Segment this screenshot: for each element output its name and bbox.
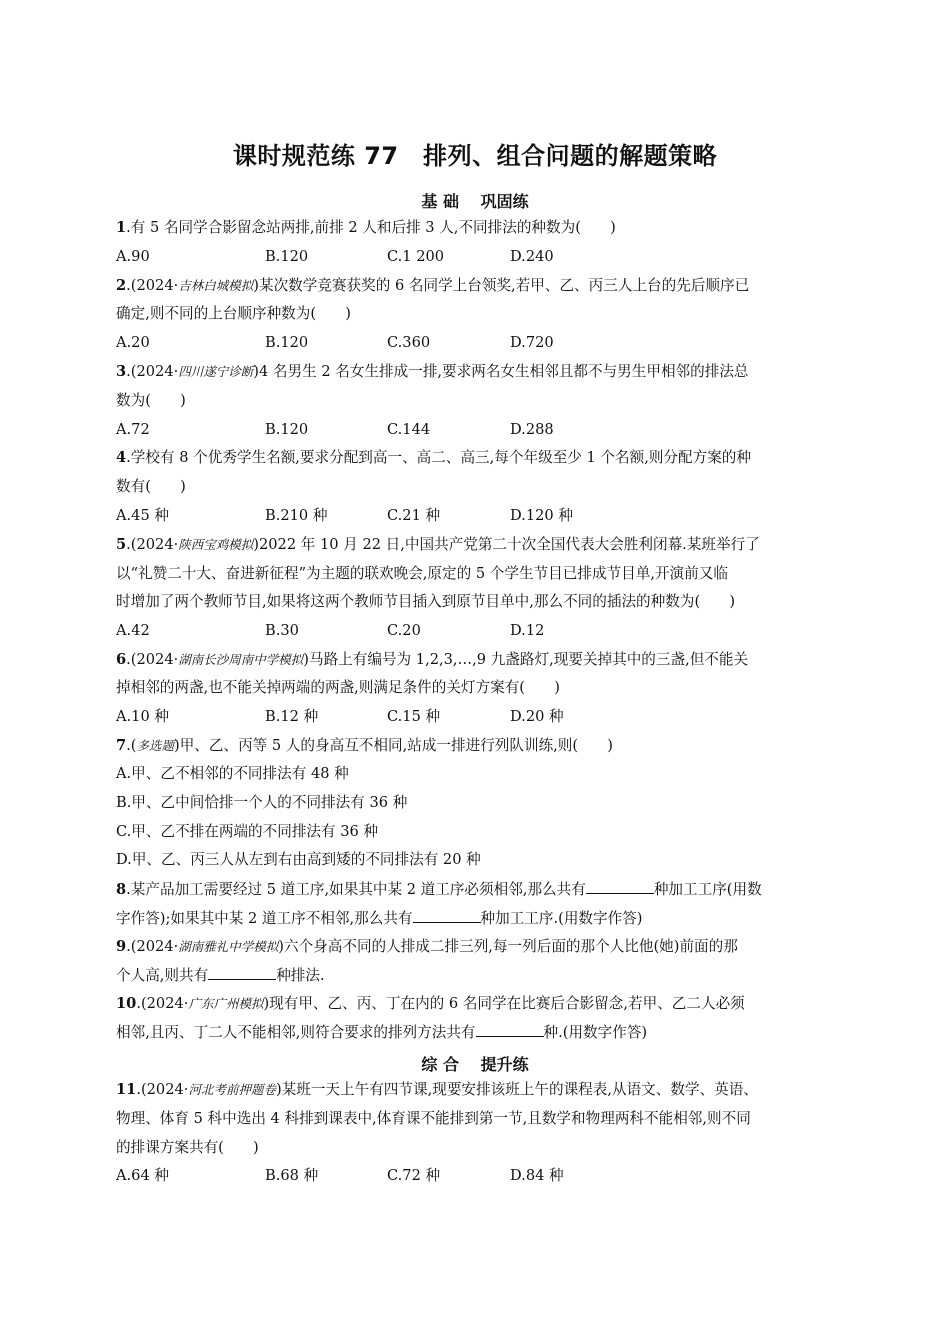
option-b: B.210 种 — [265, 507, 328, 524]
question-text-line: 的排课方案共有( ) — [116, 1139, 259, 1156]
option-c: C.21 种 — [387, 507, 441, 524]
question-9 — [116, 937, 738, 957]
option-d: D.720 — [510, 334, 554, 351]
section-heading-basic: 基 础 巩固练 — [421, 192, 529, 211]
question-number: 4 — [116, 449, 127, 466]
question-text-line: 以“礼赞二十大、奋进新征程”为主题的联欢晚会,原定的 5 个学生节目已排成节目单,开演前又临 — [116, 565, 728, 582]
option-c: C.15 种 — [387, 708, 441, 725]
section-heading-advanced: 综 合 提升练 — [421, 1055, 529, 1074]
question-source: 湖南雅礼中学模拟 — [178, 939, 279, 954]
question-4 — [116, 448, 751, 468]
answer-blank[interactable] — [586, 879, 654, 894]
question-11 — [116, 1080, 758, 1100]
option-c: C.20 — [387, 622, 421, 639]
question-prefix: .(2024· — [136, 1081, 189, 1098]
question-text: )某次数学竞赛获奖的 6 名同学上台领奖,若甲、乙、丙三人上台的先后顺序已 — [253, 277, 750, 294]
question-8 — [116, 879, 762, 900]
option-b: B.甲、乙中间恰排一个人的不同排法有 36 种 — [116, 794, 408, 811]
option-a: A.45 种 — [116, 507, 169, 524]
option-b: B.30 — [265, 622, 299, 639]
question-source: 吉林白城模拟 — [178, 278, 254, 293]
question-text: 种加工工序(用数 — [653, 881, 762, 898]
question-number: 11 — [116, 1081, 137, 1098]
answer-blank[interactable] — [413, 908, 481, 923]
option-c: C.144 — [387, 421, 431, 438]
question-prefix: .(2024· — [136, 995, 189, 1012]
question-text: 相邻,且丙、丁二人不能相邻,则符合要求的排列方法共有 — [116, 1024, 476, 1041]
page-title: 课时规范练 77 排列、组合问题的解题策略 — [232, 142, 718, 170]
question-text-line: 物理、体育 5 科中选出 4 科排到课表中,体育课不能排到第一节,且数学和物理两科不能相邻,则不同 — [116, 1110, 751, 1127]
question-prefix: .(2024· — [126, 938, 179, 955]
question-number: 9 — [116, 938, 127, 955]
option-b: B.120 — [265, 421, 309, 438]
question-source: 广东广州模拟 — [188, 996, 264, 1011]
question-text: )2022 年 10 月 22 日,中国共产党第二十次全国代表大会胜利闭幕.某班举行了 — [253, 536, 760, 553]
option-d: D.240 — [510, 248, 554, 265]
option-a: A.20 — [116, 334, 150, 351]
question-source: 湖南长沙周南中学模拟 — [178, 652, 304, 667]
answer-blank[interactable] — [208, 965, 276, 980]
question-text: 字作答);如果其中某 2 道工序不相邻,那么共有 — [116, 910, 413, 927]
question-text: 种排法. — [276, 967, 325, 984]
option-b: B.68 种 — [265, 1167, 319, 1184]
option-d: D.120 种 — [510, 507, 573, 524]
option-a: A.72 — [116, 421, 150, 438]
question-text: .学校有 8 个优秀学生名额,要求分配到高一、高二、高三,每个年级至少 1 个名额,则分配方案的种 — [126, 449, 751, 466]
option-c: C.1 200 — [387, 248, 445, 265]
question-text: 个人高,则共有 — [116, 967, 209, 984]
question-text: )甲、乙、丙等 5 人的身高互不相同,站成一排进行列队训练,则( ) — [174, 737, 613, 754]
question-text-line: 确定,则不同的上台顺序种数为( ) — [116, 305, 351, 322]
option-a: A.64 种 — [116, 1167, 169, 1184]
question-text-line — [116, 965, 325, 986]
question-text-line: 数有( ) — [116, 478, 186, 495]
question-prefix: .(2024· — [126, 651, 179, 668]
question-1 — [116, 218, 616, 238]
option-d: D.20 种 — [510, 708, 564, 725]
question-text: 种加工工序.(用数字作答) — [480, 910, 643, 927]
question-5 — [116, 535, 760, 555]
question-text-line — [116, 908, 642, 929]
question-6 — [116, 650, 748, 670]
question-prefix: .(2024· — [126, 536, 179, 553]
option-b: B.120 — [265, 334, 309, 351]
answer-blank[interactable] — [476, 1022, 544, 1037]
question-source: 河北考前押题卷 — [188, 1082, 276, 1097]
option-c: C.甲、乙不排在两端的不同排法有 36 种 — [116, 823, 379, 840]
question-source: 多选题 — [136, 738, 175, 753]
question-number: 1 — [116, 219, 127, 236]
question-number: 8 — [116, 881, 127, 898]
question-number: 3 — [116, 363, 127, 380]
question-text: .有 5 名同学合影留念站两排,前排 2 人和后排 3 人,不同排法的种数为( ) — [126, 219, 616, 236]
question-7 — [116, 736, 613, 756]
question-text: 种.(用数字作答) — [543, 1024, 648, 1041]
option-c: C.72 种 — [387, 1167, 441, 1184]
question-number: 2 — [116, 277, 127, 294]
question-text: )六个身高不同的人排成二排三列,每一列后面的那个人比他(她)前面的那 — [278, 938, 738, 955]
question-text: )现有甲、乙、丙、丁在内的 6 名同学在比赛后合影留念,若甲、乙二人必须 — [263, 995, 745, 1012]
question-text: .某产品加工需要经过 5 道工序,如果其中某 2 道工序必须相邻,那么共有 — [126, 881, 586, 898]
question-text: )4 名男生 2 名女生排成一排,要求两名女生相邻且都不与男生甲相邻的排法总 — [253, 363, 749, 380]
question-10 — [116, 994, 745, 1014]
option-b: B.12 种 — [265, 708, 319, 725]
question-source: 四川遂宁诊断 — [178, 364, 254, 379]
option-a: A.甲、乙不相邻的不同排法有 48 种 — [116, 765, 349, 782]
question-prefix: .(2024· — [126, 277, 179, 294]
option-a: A.90 — [116, 248, 150, 265]
question-number: 7 — [116, 737, 127, 754]
option-d: D.12 — [510, 622, 545, 639]
question-3 — [116, 362, 749, 382]
question-prefix: .(2024· — [126, 363, 179, 380]
option-a: A.42 — [116, 622, 150, 639]
question-text-line: 掉相邻的两盏,也不能关掉两端的两盏,则满足条件的关灯方案有( ) — [116, 679, 560, 696]
question-text-line — [116, 1022, 647, 1043]
question-2 — [116, 276, 749, 296]
option-d: D.甲、乙、丙三人从左到右由高到矮的不同排法有 20 种 — [116, 851, 481, 868]
option-d: D.84 种 — [510, 1167, 564, 1184]
question-text-line: 时增加了两个教师节目,如果将这两个教师节目插入到原节目单中,那么不同的插法的种数为( ) — [116, 593, 736, 610]
question-number: 10 — [116, 995, 137, 1012]
question-text-line: 数为( ) — [116, 392, 186, 409]
question-source: 陕西宝鸡模拟 — [178, 537, 254, 552]
question-text: )某班一天上午有四节课,现要安排该班上午的课程表,从语文、数学、英语、 — [275, 1081, 758, 1098]
question-number: 5 — [116, 536, 127, 553]
option-d: D.288 — [510, 421, 554, 438]
option-b: B.120 — [265, 248, 309, 265]
question-prefix: .( — [126, 737, 137, 754]
option-c: C.360 — [387, 334, 431, 351]
question-number: 6 — [116, 651, 127, 668]
option-a: A.10 种 — [116, 708, 169, 725]
question-text: )马路上有编号为 1,2,3,…,9 九盏路灯,现要关掉其中的三盏,但不能关 — [303, 651, 749, 668]
